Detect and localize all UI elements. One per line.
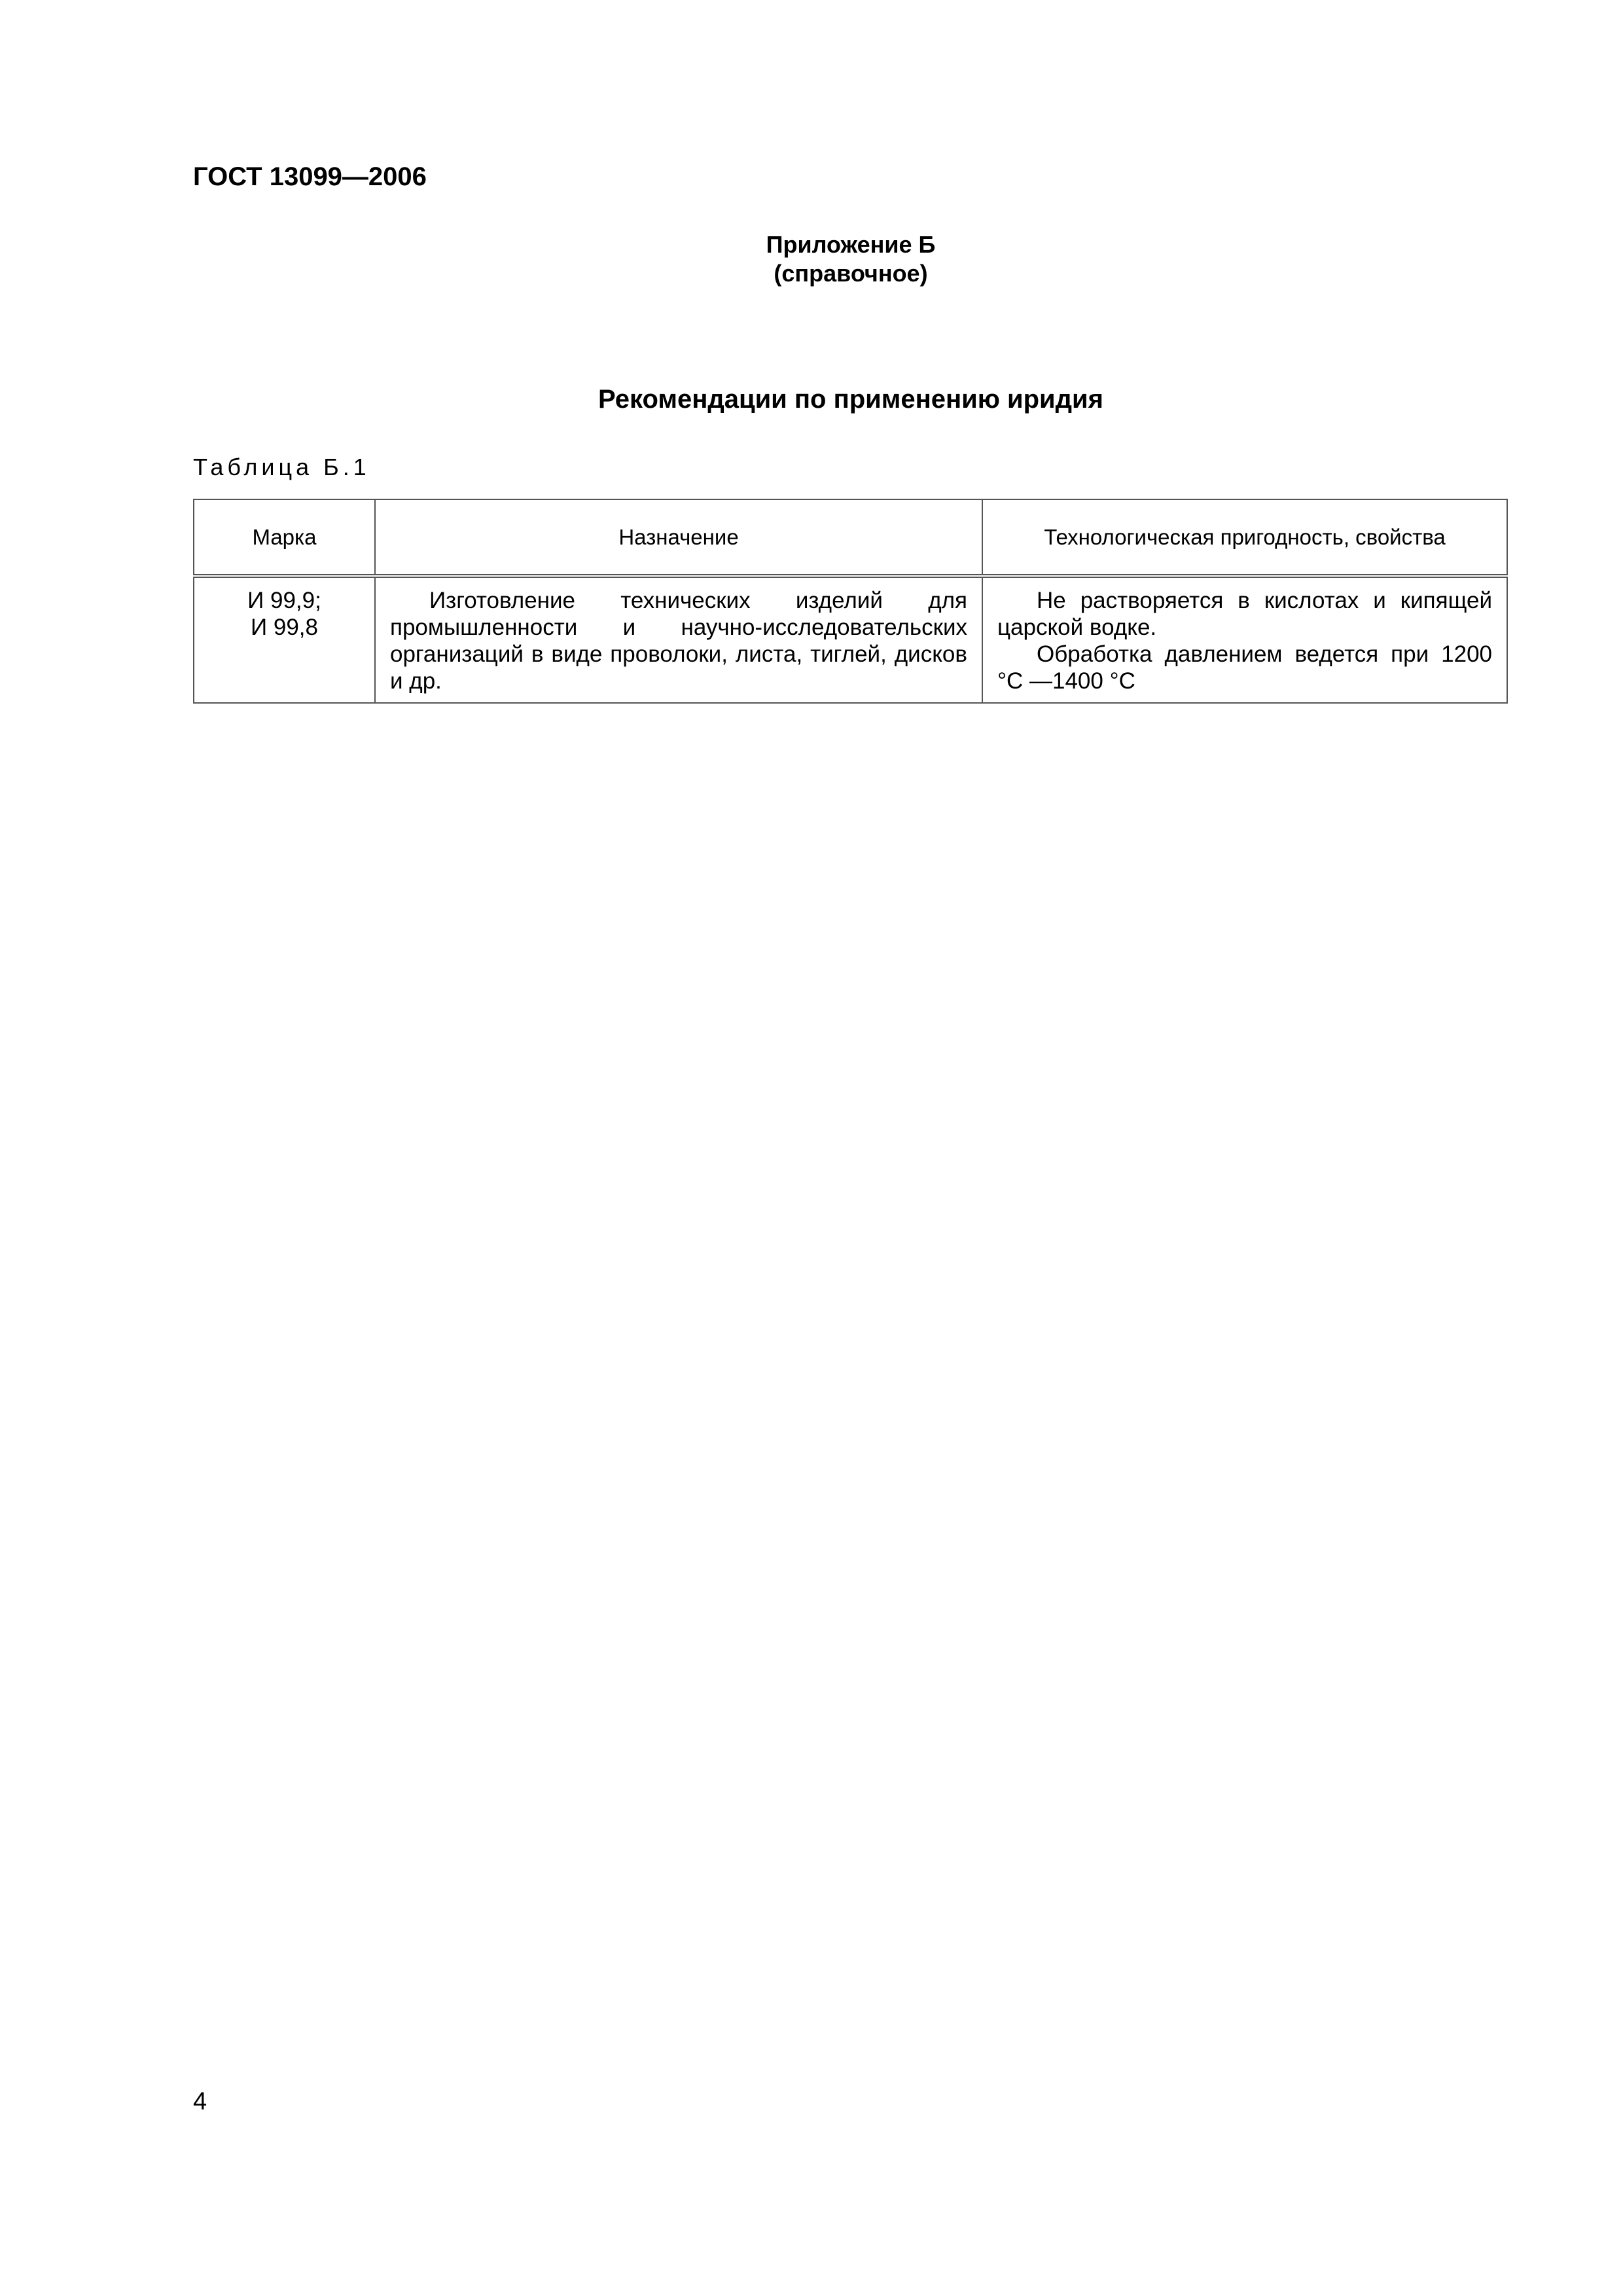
appendix-title-block bbox=[0, 230, 1623, 288]
column-header-purpose: Назначение bbox=[375, 499, 982, 576]
table-header-row bbox=[194, 499, 1507, 576]
cell-purpose: Изготовление технических изделий для промышленности и научно-исследовательских организаций в виде проволоки, листа, тиглей, дисков и др. bbox=[375, 576, 982, 703]
iridium-table bbox=[193, 499, 1508, 704]
cell-mark bbox=[194, 576, 375, 703]
properties-paragraph: Не растворяется в кислотах и кипящей царской водке. bbox=[997, 588, 1492, 640]
mark-value: И 99,9; bbox=[247, 588, 321, 613]
column-header-properties: Технологическая пригодность, свойства bbox=[982, 499, 1507, 576]
properties-paragraph: Обработка давлением ведется при 1200 °С —1400 °С bbox=[997, 641, 1492, 694]
appendix-type: (справочное) bbox=[774, 260, 928, 287]
column-header-mark: Марка bbox=[194, 499, 375, 576]
table-caption: Таблица Б.1 bbox=[193, 454, 370, 480]
appendix-title: Приложение Б bbox=[766, 231, 936, 258]
table-row bbox=[194, 576, 1507, 703]
page-number: 4 bbox=[193, 2088, 207, 2115]
section-heading: Рекомендации по применению иридия bbox=[598, 385, 1103, 414]
mark-value: И 99,8 bbox=[250, 615, 318, 640]
cell-properties bbox=[982, 576, 1507, 703]
document-code: ГОСТ 13099—2006 bbox=[193, 162, 427, 191]
